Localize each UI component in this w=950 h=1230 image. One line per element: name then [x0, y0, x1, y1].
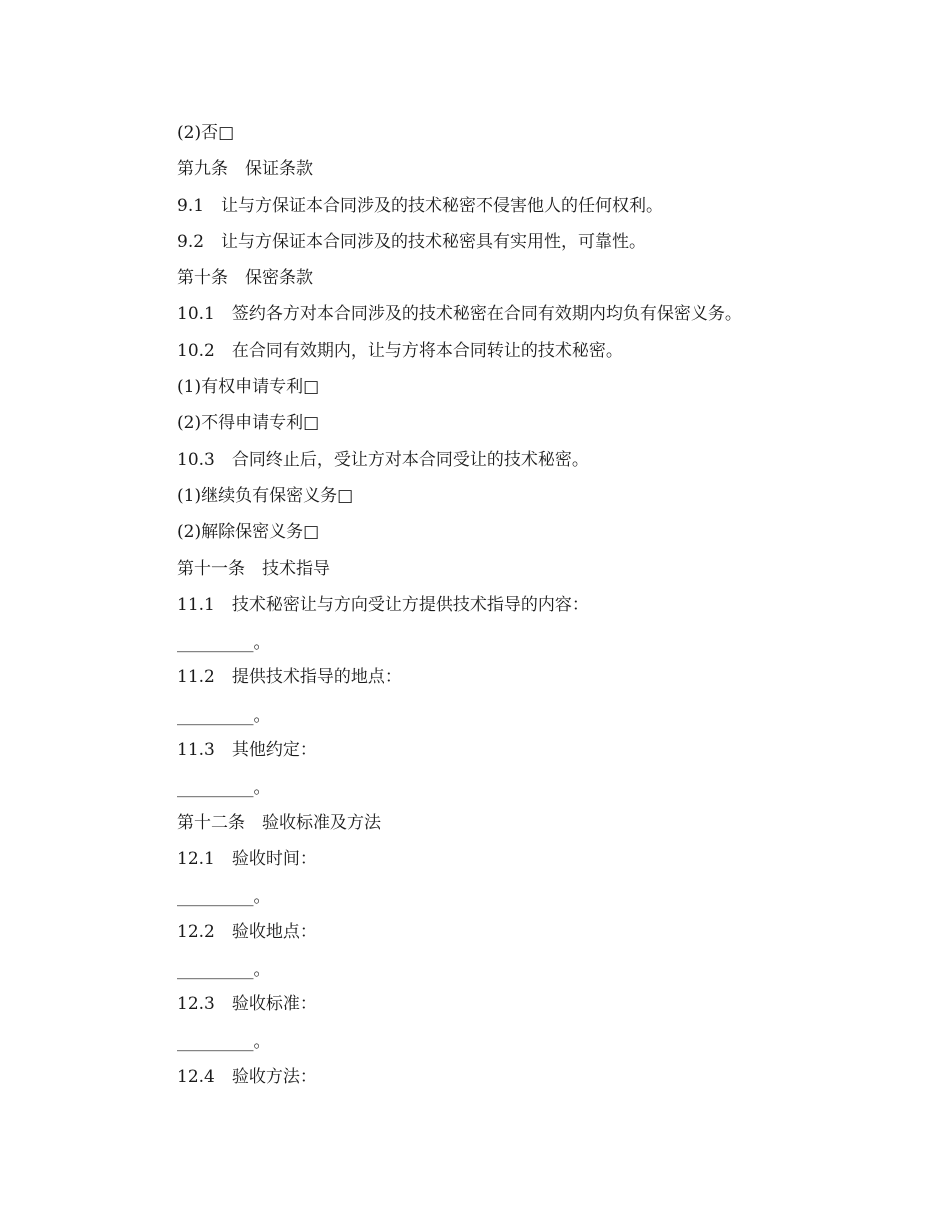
clause-10-2-option-2: (2)不得申请专利□ — [177, 413, 320, 434]
article-12-title: 第十二条 验收标准及方法 — [177, 812, 381, 833]
clause-12-2: 12.2 验收地点： — [177, 921, 317, 942]
clause-11-2-blank: _________。 — [177, 705, 271, 726]
clause-11-3: 11.3 其他约定： — [177, 740, 317, 761]
clause-12-2-blank: _________。 — [177, 959, 271, 980]
clause-12-1: 12.1 验收时间： — [177, 848, 317, 869]
clause-9-1: 9.1 让与方保证本合同涉及的技术秘密不侵害他人的任何权利。 — [177, 195, 664, 216]
clause-9-2: 9.2 让与方保证本合同涉及的技术秘密具有实用性，可靠性。 — [177, 231, 647, 252]
clause-12-4: 12.4 验收方法： — [177, 1066, 317, 1087]
clause-11-1-blank: _________。 — [177, 633, 271, 654]
clause-10-3-option-1: (1)继续负有保密义务□ — [177, 485, 354, 506]
option-no: (2)否□ — [177, 123, 235, 143]
article-9-title: 第九条 保证条款 — [177, 159, 313, 180]
clause-10-3-option-2: (2)解除保密义务□ — [177, 522, 320, 543]
clause-10-1: 10.1 签约各方对本合同涉及的技术秘密在合同有效期内均负有保密义务。 — [177, 304, 742, 325]
article-10-title: 第十条 保密条款 — [177, 268, 313, 289]
clause-12-3-blank: _________。 — [177, 1032, 271, 1053]
clause-10-2-option-1: (1)有权申请专利□ — [177, 377, 320, 398]
clause-11-1: 11.1 技术秘密让与方向受让方提供技术指导的内容： — [177, 594, 589, 615]
clause-11-2: 11.2 提供技术指导的地点： — [177, 667, 402, 688]
clause-10-3: 10.3 合同终止后，受让方对本合同受让的技术秘密。 — [177, 449, 589, 470]
clause-10-2: 10.2 在合同有效期内，让与方将本合同转让的技术秘密。 — [177, 340, 623, 361]
clause-11-3-blank: _________。 — [177, 778, 271, 799]
clause-12-1-blank: _________。 — [177, 887, 271, 908]
document-body — [177, 115, 877, 1095]
article-11-title: 第十一条 技术指导 — [177, 558, 330, 579]
clause-12-3: 12.3 验收标准： — [177, 994, 317, 1015]
